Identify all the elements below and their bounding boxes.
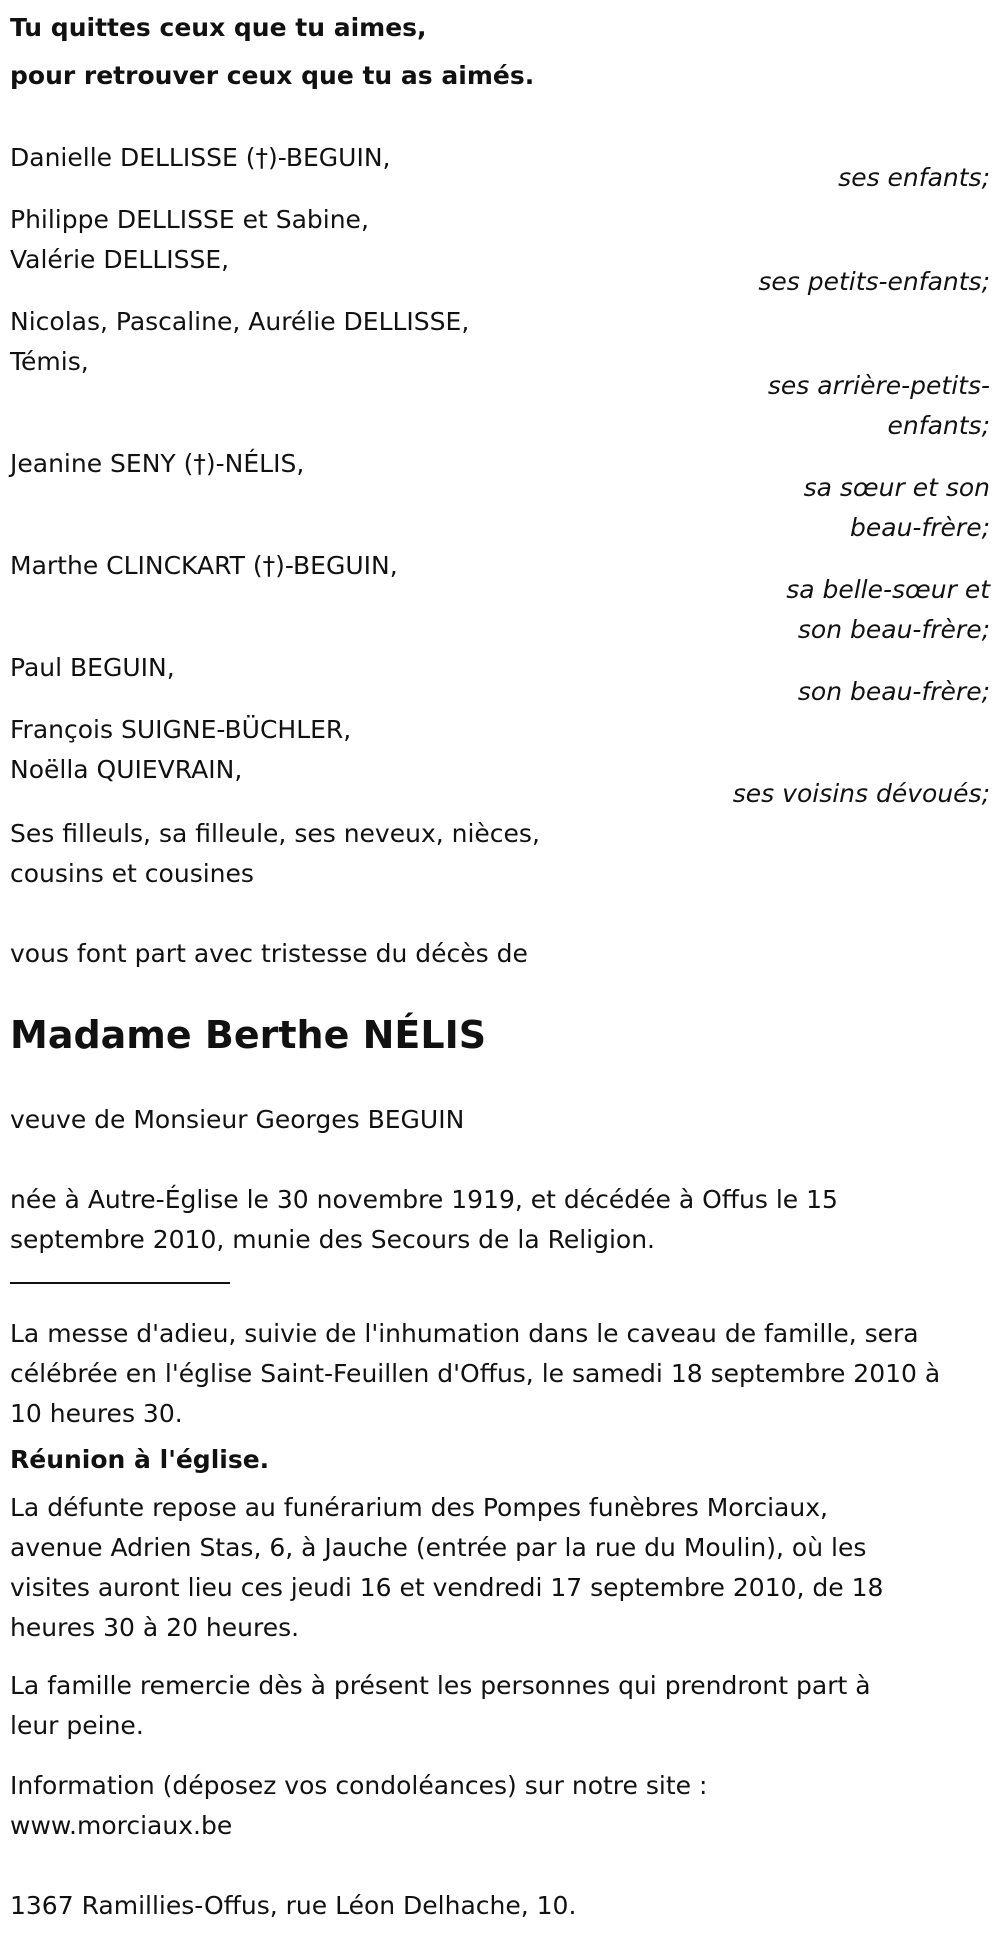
funerarium-text: La défunte repose au funérarium des Pompes funèbres Morciaux, [10,1493,828,1522]
meeting-text: Réunion à l'église. [10,1445,270,1474]
announcement: vous font part avec tristesse du décès de [10,939,528,968]
family-relation: son beau-frère; [797,615,990,644]
family-relation: ses petits-enfants; [758,267,990,296]
family-relation: ses arrière-petits- [767,371,990,400]
epigraph-line-2: pour retrouver ceux que tu as aimés. [10,61,535,90]
family-name: Marthe CLINCKART (†)-BEGUIN, [10,551,398,580]
family-name: Témis, [10,347,89,376]
family-name: Nicolas, Pascaline, Aurélie DELLISSE, [10,307,470,336]
mass-text: La messe d'adieu, suivie de l'inhumation dans le caveau de famille, sera [10,1319,919,1348]
family-relation: son beau-frère; [797,677,990,706]
family-name: Valérie DELLISSE, [10,245,230,274]
family-relation: ses voisins dévoués; [732,779,990,808]
funerarium-text: visites auront lieu ces jeudi 16 et vendredi 17 septembre 2010, de 18 [10,1573,884,1602]
family-name: François SUIGNE-BÜCHLER, [10,715,352,744]
family-relation: sa belle-sœur et [786,575,990,604]
separator-line [10,1282,230,1284]
thanks-text: leur peine. [10,1711,144,1740]
mass-text: 10 heures 30. [10,1399,183,1428]
address: 1367 Ramillies-Offus, rue Léon Delhache, 10. [10,1891,577,1920]
epigraph-line-1: Tu quittes ceux que tu aimes, [10,13,427,42]
mass-text: célébrée en l'église Saint-Feuillen d'Offus, le samedi 18 septembre 2010 à [10,1359,941,1388]
family-relation: sa sœur et son [803,473,990,502]
family-name: Noëlla QUIEVRAIN, [10,755,243,784]
family-name: Paul BEGUIN, [10,653,175,682]
widow-of: veuve de Monsieur Georges BEGUIN [10,1105,465,1134]
funerarium-text: heures 30 à 20 heures. [10,1613,300,1642]
deceased-name: Madame Berthe NÉLIS [10,1013,487,1057]
thanks-text: La famille remercie dès à présent les personnes qui prendront part à [10,1671,871,1700]
funerarium-text: avenue Adrien Stas, 6, à Jauche (entrée par la rue du Moulin), où les [10,1533,867,1562]
family-relation: beau-frère; [850,513,990,542]
birth-death: née à Autre-Église le 30 novembre 1919, et décédée à Offus le 15 [10,1185,838,1214]
family-relation: ses enfants; [838,163,990,192]
family-name: Philippe DELLISSE et Sabine, [10,205,369,234]
family-name: cousins et cousines [10,859,254,888]
birth-death: septembre 2010, munie des Secours de la Religion. [10,1225,656,1254]
website-link[interactable]: www.morciaux.be [10,1811,233,1840]
family-relation: enfants; [887,411,990,440]
family-name: Ses filleuls, sa filleule, ses neveux, nièces, [10,819,540,848]
family-name: Danielle DELLISSE (†)-BEGUIN, [10,143,391,172]
info-text: Information (déposez vos condoléances) sur notre site : [10,1771,708,1800]
family-name: Jeanine SENY (†)-NÉLIS, [10,449,305,478]
